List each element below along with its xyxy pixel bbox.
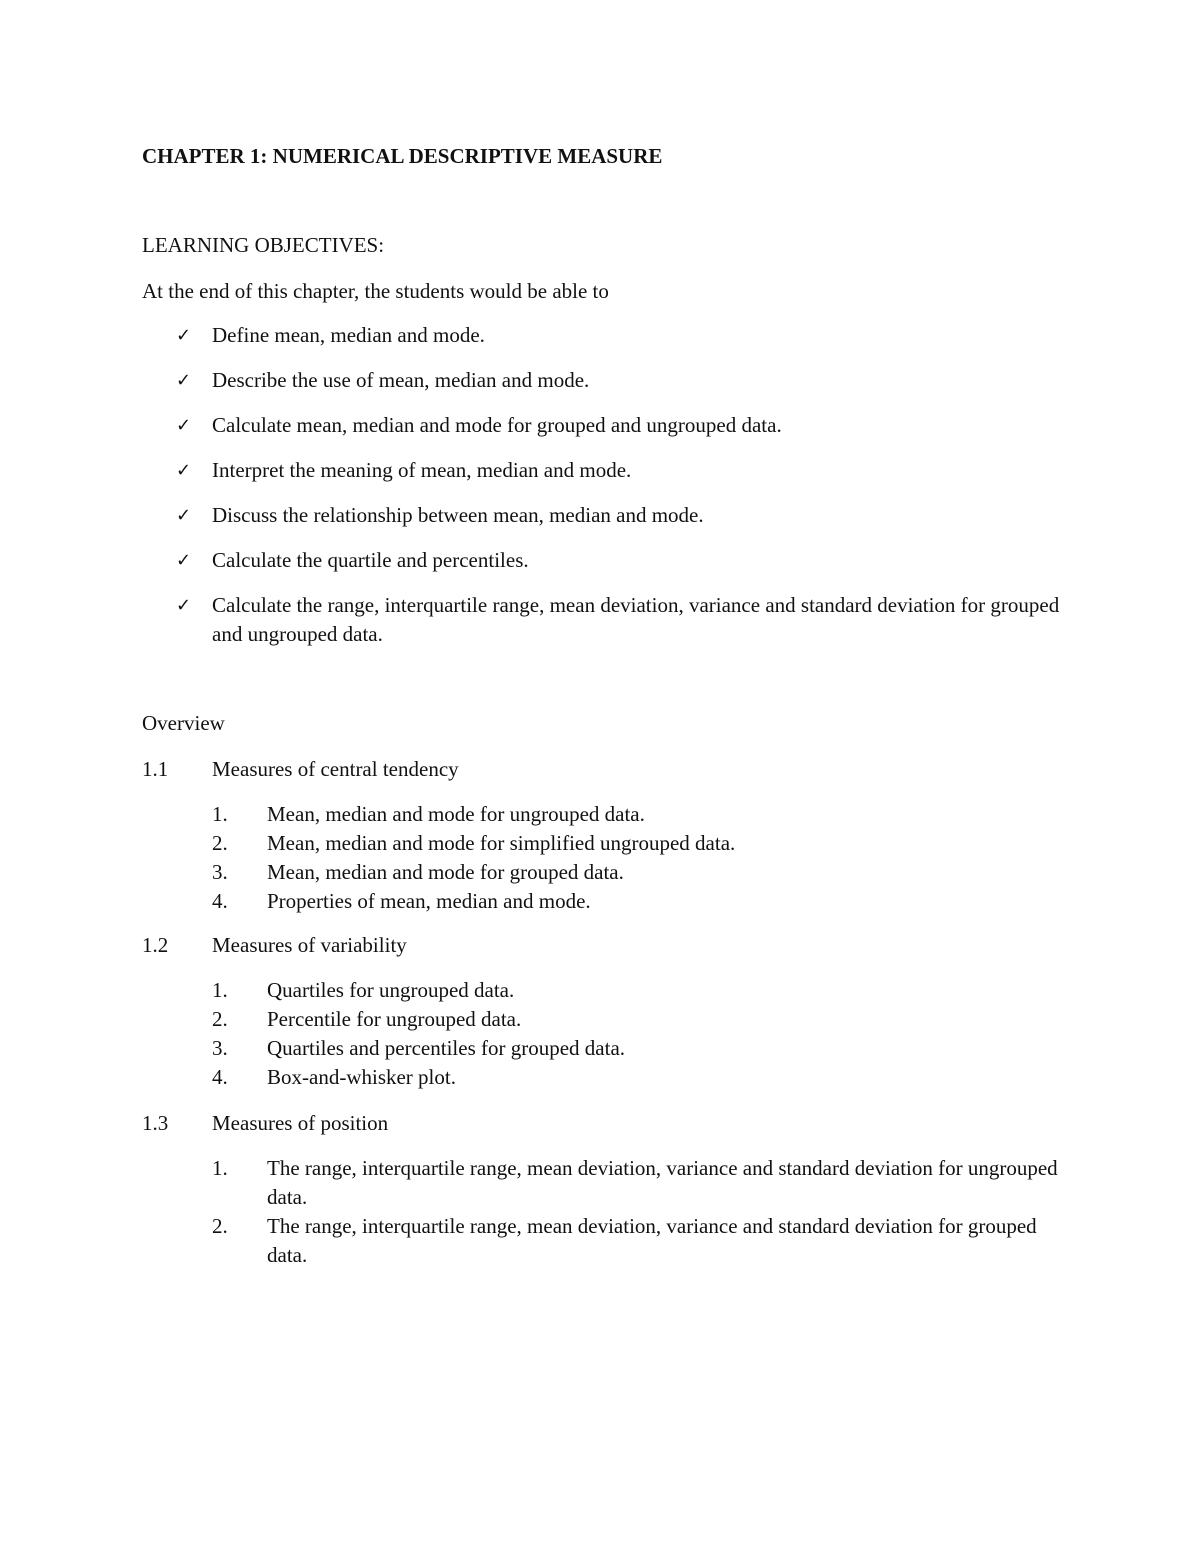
section-item [142,829,1062,858]
item-text: Percentile for ungrouped data. [267,1007,522,1031]
item-number: 2. [212,1007,228,1031]
item-number: 1. [212,802,228,826]
section-item [142,1154,1062,1212]
item-number: 2. [212,831,228,855]
item-text: The range, interquartile range, mean deviation, variance and standard deviation for grouped data. [267,1214,1037,1267]
objective-item [176,501,1076,530]
item-number: 4. [212,889,228,913]
objective-item [176,366,1076,395]
section-items [142,976,1062,1092]
learning-objectives-heading: LEARNING OBJECTIVES: [142,233,385,257]
item-text: Properties of mean, median and mode. [267,889,591,913]
objective-item [176,321,1076,350]
item-number: 3. [212,1036,228,1060]
objective-text: Calculate the quartile and percentiles. [212,548,529,572]
objective-text: Describe the use of mean, median and mode. [212,368,590,392]
section-number: 1.3 [142,1111,169,1135]
item-number: 1. [212,978,228,1002]
section-label: Measures of variability [212,933,407,957]
item-number: 1. [212,1156,228,1180]
item-text: Mean, median and mode for grouped data. [267,860,624,884]
section-number: 1.2 [142,933,169,957]
overview-heading: Overview [142,711,225,735]
item-number: 3. [212,860,228,884]
objective-item [176,456,1076,485]
item-text: Quartiles and percentiles for grouped data. [267,1036,626,1060]
section-item [142,976,1062,1005]
section-central-tendency [142,755,1062,916]
objective-item [176,411,1076,440]
item-number: 2. [212,1214,228,1238]
section-header [142,755,1062,784]
section-header [142,1109,1062,1138]
checkmark-icon: ✓ [176,370,192,391]
checkmark-icon: ✓ [176,550,192,571]
item-text: The range, interquartile range, mean deviation, variance and standard deviation for ungrouped data. [267,1156,1058,1209]
checkmark-icon: ✓ [176,595,192,616]
section-items [142,800,1062,916]
objective-text: Discuss the relationship between mean, median and mode. [212,503,704,527]
objectives-list [176,321,1076,665]
section-variability [142,931,1062,1092]
section-number: 1.1 [142,757,169,781]
item-number: 4. [212,1065,228,1089]
checkmark-icon: ✓ [176,415,192,436]
item-text: Mean, median and mode for simplified ungrouped data. [267,831,736,855]
item-text: Quartiles for ungrouped data. [267,978,515,1002]
objective-text: Calculate the range, interquartile range, mean deviation, variance and standard deviation for grouped and ungrouped data. [212,593,1060,646]
section-item [142,887,1062,916]
objective-text: Calculate mean, median and mode for grouped and ungrouped data. [212,413,782,437]
objective-item [176,591,1076,649]
checkmark-icon: ✓ [176,460,192,481]
section-item [142,858,1062,887]
objective-text: Define mean, median and mode. [212,323,485,347]
item-text: Mean, median and mode for ungrouped data. [267,802,645,826]
section-items [142,1154,1062,1270]
chapter-title: CHAPTER 1: NUMERICAL DESCRIPTIVE MEASURE [142,144,663,168]
section-header [142,931,1062,960]
checkmark-icon: ✓ [176,325,192,346]
section-label: Measures of central tendency [212,757,459,781]
item-text: Box-and-whisker plot. [267,1065,456,1089]
section-position [142,1109,1062,1270]
section-item [142,1034,1062,1063]
section-label: Measures of position [212,1111,389,1135]
section-item [142,1005,1062,1034]
objective-item [176,546,1076,575]
checkmark-icon: ✓ [176,505,192,526]
objective-text: Interpret the meaning of mean, median and mode. [212,458,632,482]
section-item [142,1063,1062,1092]
section-item [142,800,1062,829]
objectives-intro: At the end of this chapter, the students would be able to [142,279,609,303]
section-item [142,1212,1062,1270]
